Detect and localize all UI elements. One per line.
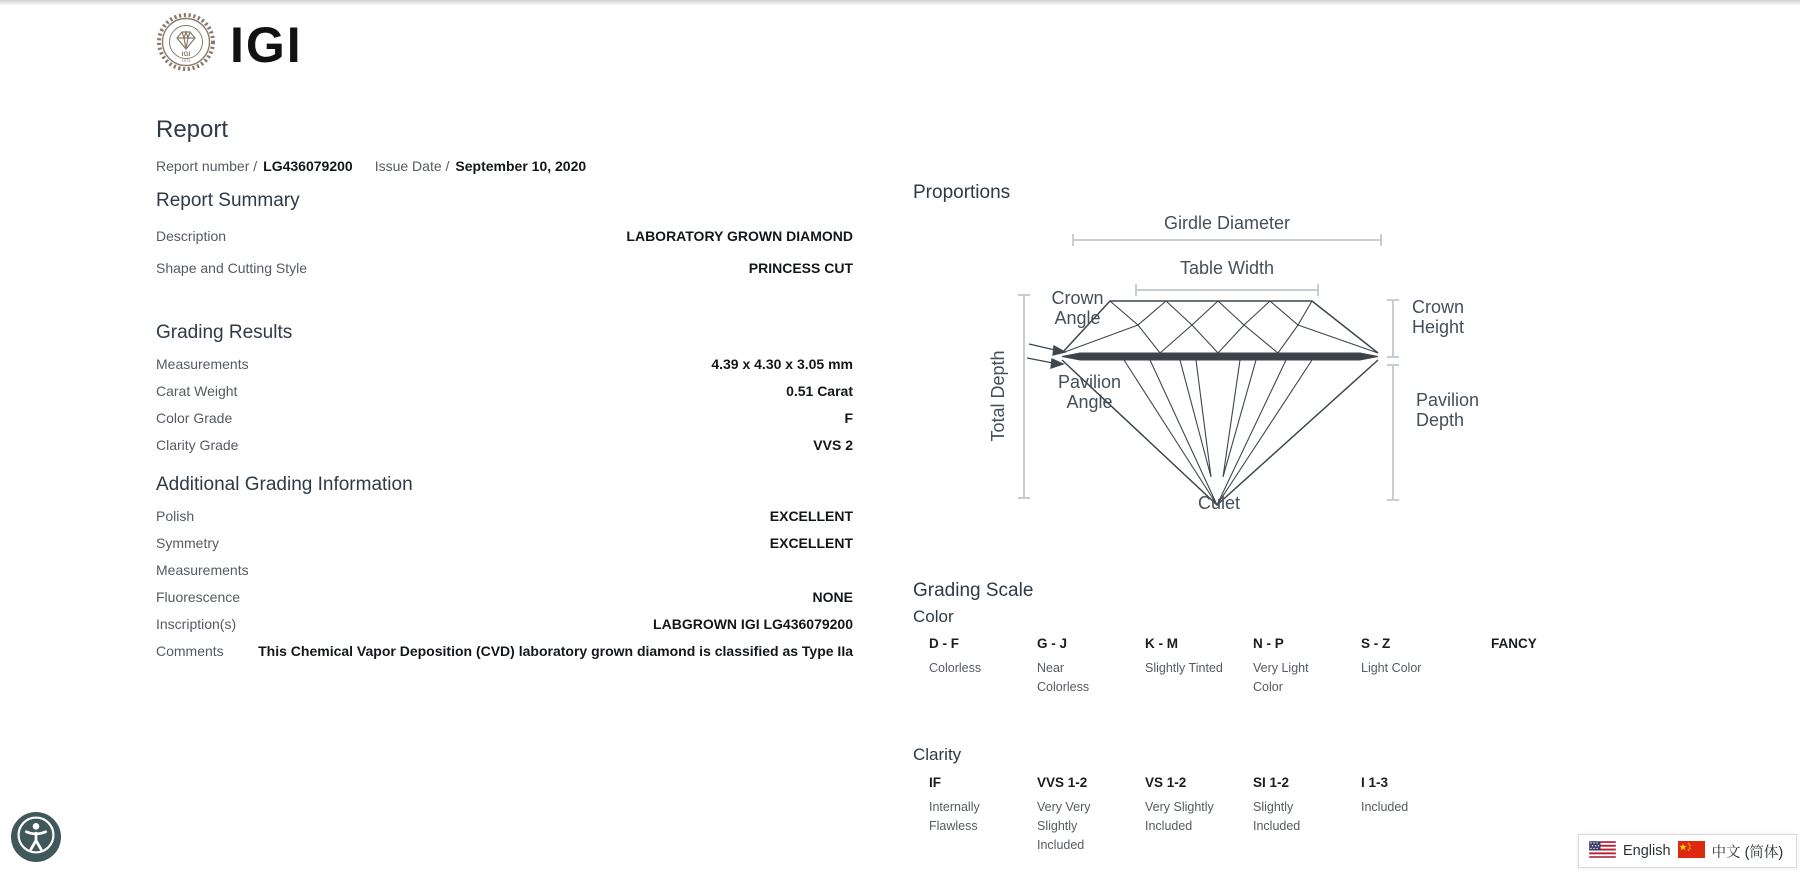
top-shadow [0, 0, 1800, 6]
grade-desc-line: Slightly [1253, 800, 1294, 814]
issue-date-label: Issue Date / [374, 158, 450, 174]
row-value: This Chemical Vapor Deposition (CVD) laboratory grown diamond is classified as Type IIa [258, 643, 853, 659]
row-label: Clarity Grade [156, 437, 239, 453]
grade-desc-line: Included [1145, 819, 1193, 833]
clarity-scale-grid [929, 775, 1469, 855]
language-label: 中文 (简体) [1711, 844, 1784, 861]
report-number-value: LG436079200 [263, 158, 353, 174]
igi-logo-link[interactable] [156, 12, 303, 77]
us-flag-icon [1589, 841, 1616, 862]
accessibility-icon [14, 813, 58, 862]
grade-range: K - M [1145, 636, 1178, 651]
igi-wordmark: IGI [230, 16, 303, 73]
color-scale-heading: Color [913, 607, 954, 626]
grading-scale-heading: Grading Scale [913, 580, 1034, 601]
grade-range: D - F [929, 636, 959, 651]
grade-desc-line: Near [1037, 661, 1065, 675]
color-scale-item [929, 636, 1021, 697]
issue-date-value: September 10, 2020 [455, 158, 587, 174]
culet-label: Culet [1197, 493, 1241, 513]
grade-desc-line: Very Very [1037, 800, 1091, 814]
cn-flag-icon [1678, 841, 1705, 862]
crown-angle-label: Crown Angle [1051, 288, 1104, 328]
grade-desc-line: Included [1361, 800, 1409, 814]
grade-range: N - P [1253, 636, 1284, 651]
section-report-summary [156, 190, 853, 276]
row-label: Color Grade [156, 410, 233, 426]
clarity-scale-item [1145, 775, 1237, 855]
svg-text:IGI: IGI [181, 51, 191, 58]
row-label: Symmetry [156, 535, 219, 551]
language-label: English [1623, 843, 1671, 859]
table-row [156, 616, 853, 632]
grade-desc-line: Included [1253, 819, 1301, 833]
table-row [156, 535, 853, 551]
grade-range: IF [929, 775, 941, 790]
grade-desc-line: Very Slightly [1145, 800, 1214, 814]
grade-desc-line: Colorless [929, 661, 982, 675]
clarity-scale-item [1361, 775, 1453, 855]
section-heading: Report Summary [156, 190, 300, 211]
grade-desc-line: Slightly Tinted [1145, 661, 1223, 675]
table-row [156, 508, 853, 524]
proportions-figure [913, 205, 1563, 540]
row-label: Shape and Cutting Style [156, 260, 307, 276]
table-row [156, 562, 853, 578]
row-value: 0.51 Carat [786, 383, 853, 399]
grade-desc-line: Very Light [1253, 661, 1309, 675]
total-depth-label: Total Depth [988, 350, 1008, 442]
grade-range: VS 1-2 [1145, 775, 1187, 790]
clarity-scale-heading: Clarity [913, 745, 962, 764]
grade-range: G - J [1037, 636, 1068, 651]
grade-desc-line: Internally [929, 800, 980, 814]
grade-range: SI 1-2 [1253, 775, 1290, 790]
grade-desc-line: Slightly [1037, 819, 1078, 833]
table-row [156, 383, 853, 399]
table-row [156, 437, 853, 453]
table-row [156, 260, 853, 276]
row-value: VVS 2 [813, 437, 853, 453]
grade-desc-line: Light Color [1361, 661, 1422, 675]
section-grading-results [156, 322, 853, 453]
row-value: LABORATORY GROWN DIAMOND [626, 228, 853, 244]
clarity-scale-item [929, 775, 1021, 855]
pavilion-angle-label: Pavilion Angle [1057, 372, 1122, 412]
color-scale-item [1253, 636, 1345, 697]
section-heading: Grading Results [156, 322, 293, 343]
table-row [156, 589, 853, 605]
crown-height-label: Crown Height [1412, 297, 1465, 337]
row-label: Description [156, 228, 227, 244]
diamond-profile-diagram [913, 205, 1563, 540]
girdle-diameter-label: Girdle Diameter [1163, 213, 1291, 233]
row-value: EXCELLENT [769, 535, 853, 551]
row-label: Fluorescence [156, 589, 241, 605]
row-label: Carat Weight [156, 383, 238, 399]
svg-text:1975: 1975 [181, 58, 191, 63]
clarity-scale-item [1253, 775, 1345, 855]
table-row [156, 643, 853, 659]
grade-range: S - Z [1361, 636, 1391, 651]
grade-desc-line: Included [1037, 838, 1085, 852]
row-label: Comments [156, 643, 224, 659]
language-selector [1578, 834, 1797, 868]
table-width-label: Table Width [1179, 258, 1275, 278]
grade-desc-line: Flawless [929, 819, 978, 833]
row-label: Measurements [156, 356, 249, 372]
language-option-chinese[interactable] [1678, 841, 1784, 862]
page-title: Report [156, 116, 229, 143]
row-value: F [844, 410, 853, 426]
row-label: Polish [156, 508, 195, 524]
grade-range: FANCY [1491, 636, 1537, 651]
section-additional-grading [156, 474, 853, 659]
language-option-english[interactable] [1589, 841, 1671, 862]
color-scale-grid [929, 636, 1599, 697]
table-row [156, 410, 853, 426]
grade-range: VVS 1-2 [1037, 775, 1088, 790]
table-row [156, 356, 853, 372]
color-scale-item [1037, 636, 1129, 697]
proportions-heading: Proportions [913, 182, 1011, 203]
color-scale-item [1491, 636, 1583, 697]
pavilion-depth-label: Pavilion Depth [1416, 390, 1480, 430]
row-value: LABGROWN IGI LG436079200 [653, 616, 853, 632]
section-heading: Additional Grading Information [156, 474, 413, 495]
row-value: NONE [812, 589, 853, 605]
grade-range: I 1-3 [1361, 775, 1389, 790]
accessibility-button[interactable] [11, 812, 61, 862]
row-value: EXCELLENT [769, 508, 853, 524]
report-number-label: Report number / [156, 158, 258, 174]
table-row [156, 228, 853, 244]
row-label: Measurements [156, 562, 249, 578]
clarity-scale-item [1037, 775, 1129, 855]
row-value: 4.39 x 4.30 x 3.05 mm [711, 356, 853, 372]
row-label: Inscription(s) [156, 616, 237, 632]
igi-seal-icon [156, 12, 216, 77]
grade-desc-line: Colorless [1037, 680, 1090, 694]
row-value: PRINCESS CUT [748, 260, 853, 276]
color-scale-item [1145, 636, 1237, 697]
report-meta [156, 158, 602, 174]
color-scale-item [1361, 636, 1453, 697]
grade-desc-line: Color [1253, 680, 1283, 694]
